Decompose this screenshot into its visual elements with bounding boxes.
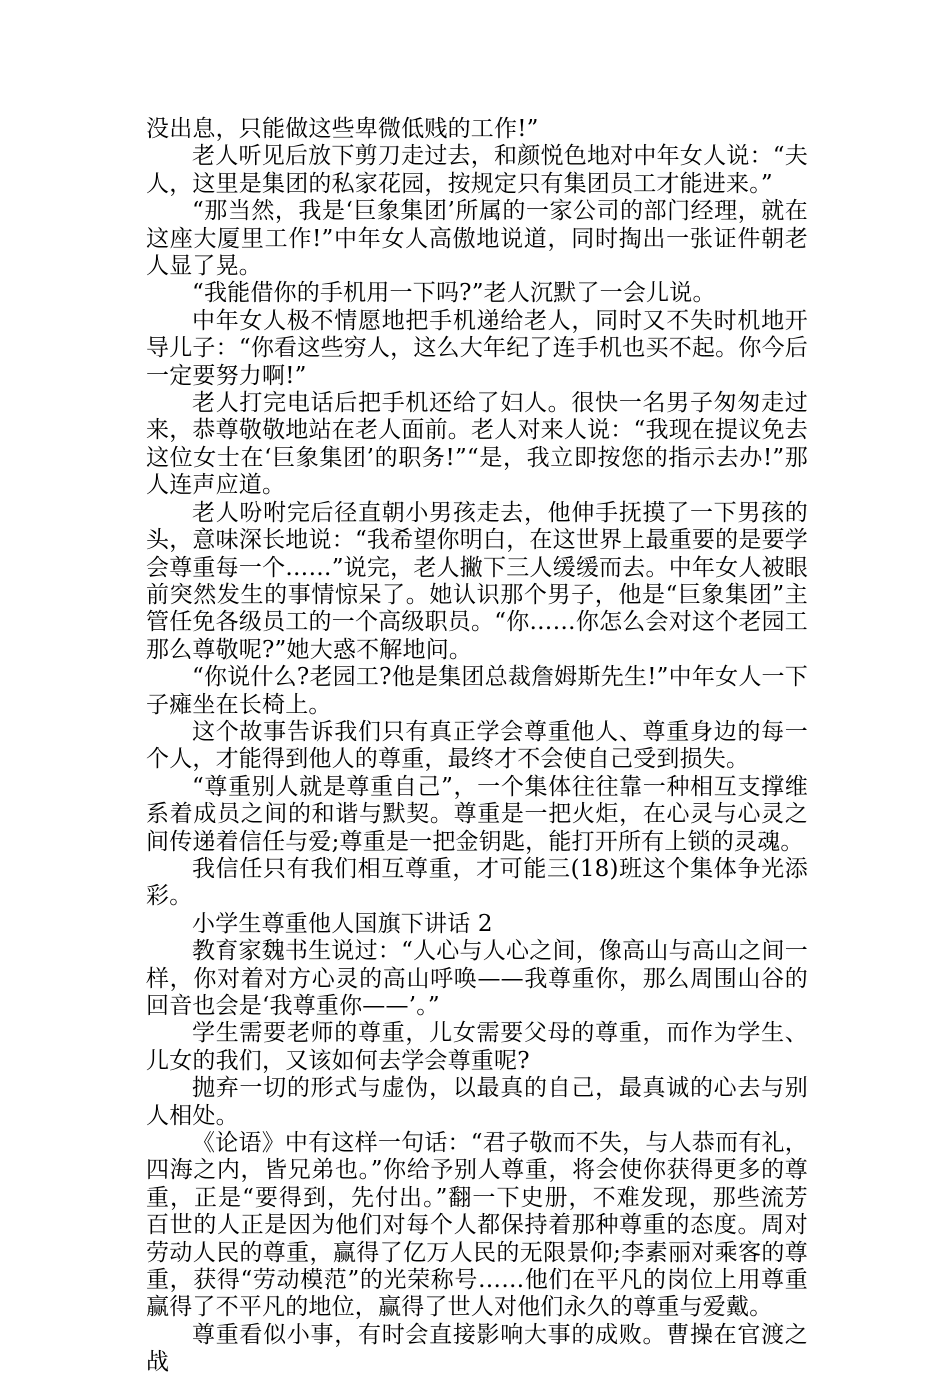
paragraph: 这个故事告诉我们只有真正学会尊重他人、尊重身边的每一个人，才能得到他人的尊重，最终才不会使自己受到损失。 bbox=[146, 718, 808, 773]
document-page bbox=[146, 116, 808, 1377]
paragraph: 《论语》中有这样一句话：“君子敬而不失，与人恭而有礼，四海之内，皆兄弟也。”你给予别人尊重，将会使你获得更多的尊重，正是“要得到，先付出。”翻一下史册，不难发现，那些流芳百世的人正是因为他们对每个人都保持着那种尊重的态度。周对劳动人民的尊重，赢得了亿万人民的无限景仰;李素丽对乘客的尊重，获得“劳动模范”的光荣称号……他们在平凡的岗位上用尊重赢得了不平凡的地位，赢得了世人对他们永久的尊重与爱戴。 bbox=[146, 1130, 808, 1321]
paragraph: “我能借你的手机用一下吗?”老人沉默了一会儿说。 bbox=[192, 280, 716, 307]
paragraph: 我信任只有我们相互尊重，才可能三(18)班这个集体争光添彩。 bbox=[146, 855, 808, 910]
paragraph: “那当然，我是‘巨象集团’所属的一家公司的部门经理，就在这座大厦里工作!”中年女人高傲地说道，同时掏出一张证件朝老人显了晃。 bbox=[146, 198, 808, 280]
paragraph: 老人打完电话后把手机还给了妇人。很快一名男子匆匆走过来，恭尊敬敬地站在老人面前。老人对来人说：“我现在提议免去这位女士在‘巨象集团’的职务!”“是，我立即按您的指示去办!”那人连声应道。 bbox=[146, 390, 808, 499]
paragraph: 老人听见后放下剪刀走过去，和颜悦色地对中年女人说：“夫人，这里是集团的私家花园，按规定只有集团员工才能进来。” bbox=[146, 143, 808, 197]
section-heading: 小学生尊重他人国旗下讲话 2 bbox=[192, 910, 493, 937]
paragraph: 没出息，只能做这些卑微低贱的工作!” bbox=[146, 116, 539, 142]
paragraph: 老人吩咐完后径直朝小男孩走去，他伸手抚摸了一下男孩的头，意味深长地说：“我希望你明白，在这世界上最重要的是要学会尊重每一个……”说完，老人撇下三人缓缓而去。中年女人被眼前突然发生的事情惊呆了。她认识那个男子，他是“巨象集团”主管任免各级员工的一个高级职员。“你……你怎么会对这个老园工那么尊敬呢?”她大惑不解地问。 bbox=[146, 499, 808, 663]
paragraph: “尊重别人就是尊重自己”，一个集体往往靠一种相互支撑维系着成员之间的和谐与默契。尊重是一把火炬，在心灵与心灵之间传递着信任与爱;尊重是一把金钥匙，能打开所有上锁的灵魂。 bbox=[146, 773, 808, 855]
paragraph: 抛弃一切的形式与虚伪，以最真的自己，最真诚的心去与别人相处。 bbox=[146, 1075, 808, 1129]
paragraph: 学生需要老师的尊重，儿女需要父母的尊重，而作为学生、儿女的我们，又该如何去学会尊重呢? bbox=[146, 1020, 808, 1074]
paragraph: “你说什么?老园工?他是集团总裁詹姆斯先生!”中年女人一下子瘫坐在长椅上。 bbox=[146, 664, 808, 718]
paragraph: 中年女人极不情愿地把手机递给老人，同时又不失时机地开导儿子：“你看这些穷人，这么大年纪了连手机也买不起。你今后一定要努力啊!” bbox=[146, 307, 808, 389]
paragraph: 尊重看似小事，有时会直接影响大事的成败。曹操在官渡之战 bbox=[146, 1321, 808, 1376]
paragraph: 教育家魏书生说过：“人心与人心之间，像高山与高山之间一样，你对着对方心灵的高山呼唤——我尊重你，那么周围山谷的回音也会是‘我尊重你——’。” bbox=[146, 938, 808, 1019]
